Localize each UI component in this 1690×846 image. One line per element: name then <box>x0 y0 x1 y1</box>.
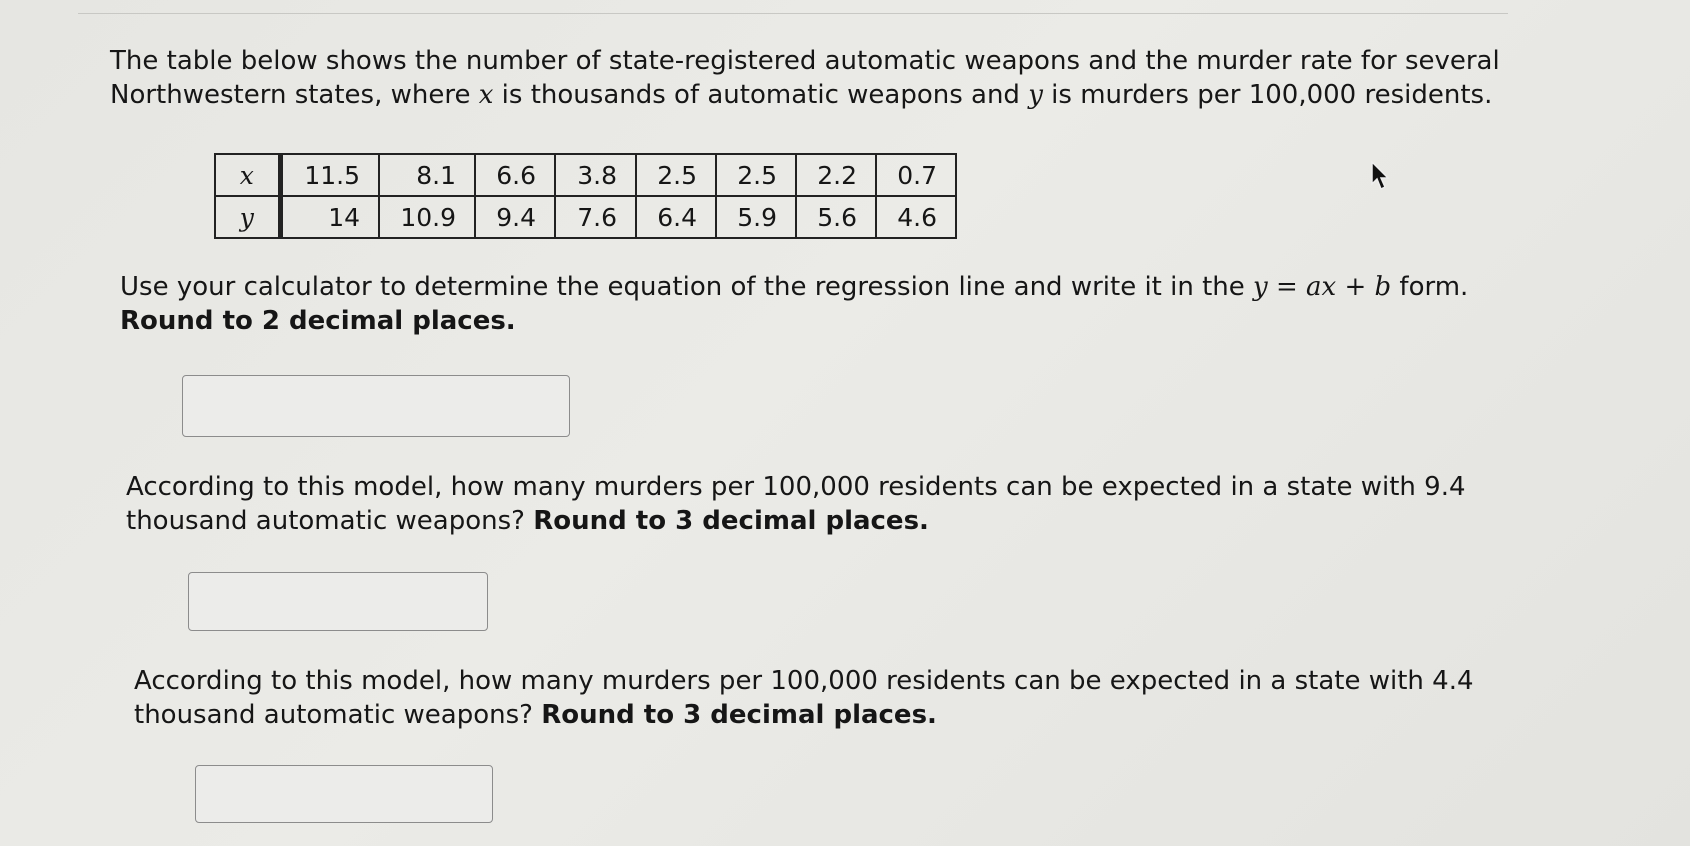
y-row <box>215 196 956 238</box>
x-cell: 2.5 <box>636 154 716 196</box>
question-prediction-9-4-text: According to this model, how many murders per 100,000 residents can be expected in a state with 9.4 thousand automatic weapons? <box>126 472 1466 536</box>
x-cell: 0.7 <box>876 154 956 196</box>
question-prediction-4-4-text: According to this model, how many murders per 100,000 residents can be expected in a state with 4.4 thousand automatic weapons? <box>134 666 1474 730</box>
x-row <box>215 154 956 196</box>
y-cell: 4.6 <box>876 196 956 238</box>
x-cell: 2.2 <box>796 154 876 196</box>
y-cell: 14 <box>280 196 379 238</box>
y-variable: y <box>1028 80 1043 110</box>
x-cell: 11.5 <box>280 154 379 196</box>
x-row-header: x <box>215 154 280 196</box>
data-table <box>214 153 957 239</box>
rounding-instruction: Round to 3 decimal places. <box>533 506 929 536</box>
prediction-9-4-answer-input[interactable] <box>188 572 488 631</box>
y-cell: 5.6 <box>796 196 876 238</box>
question-regression-text-end: form. <box>1391 272 1469 302</box>
y-cell: 5.9 <box>716 196 796 238</box>
rounding-instruction: Round to 3 decimal places. <box>541 700 937 730</box>
intro-text-part2: is thousands of automatic weapons and <box>493 80 1029 110</box>
y-cell: 9.4 <box>475 196 555 238</box>
regression-equation-answer-input[interactable] <box>182 375 570 437</box>
question-regression-text: Use your calculator to determine the equation of the regression line and write it in the <box>120 272 1254 302</box>
question-regression <box>120 270 1500 338</box>
y-cell: 7.6 <box>555 196 636 238</box>
top-divider <box>78 13 1508 14</box>
y-row-header: y <box>215 196 280 238</box>
intro-text-part3: is murders per 100,000 residents. <box>1042 80 1493 110</box>
question-prediction-9-4 <box>126 470 1506 538</box>
x-variable: x <box>478 80 494 110</box>
question-prediction-4-4 <box>134 664 1514 732</box>
x-cell: 2.5 <box>716 154 796 196</box>
intro-text-part1: The table below shows the number of state-registered automatic weapons and the murder rate for several Northwestern states, where <box>110 46 1500 110</box>
regression-form-equation: y = ax + b <box>1253 272 1392 302</box>
mouse-cursor-icon <box>1370 160 1392 192</box>
y-cell: 10.9 <box>379 196 475 238</box>
x-cell: 8.1 <box>379 154 475 196</box>
rounding-instruction: Round to 2 decimal places. <box>120 306 516 336</box>
x-cell: 3.8 <box>555 154 636 196</box>
y-cell: 6.4 <box>636 196 716 238</box>
prediction-4-4-answer-input[interactable] <box>195 765 493 823</box>
x-cell: 6.6 <box>475 154 555 196</box>
problem-intro <box>110 44 1510 112</box>
